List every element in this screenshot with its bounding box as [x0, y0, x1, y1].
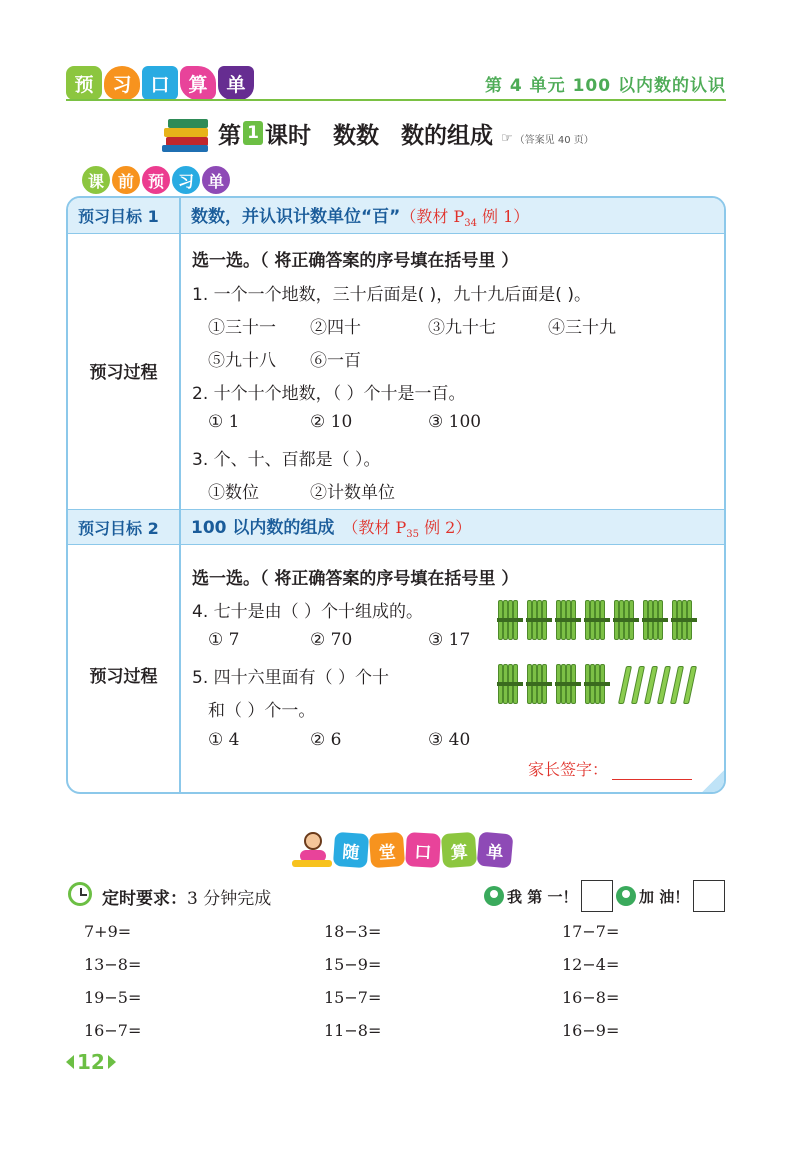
score-cheer-box[interactable] [693, 880, 725, 912]
question-5-cont: 和（ ）个一。 [208, 701, 316, 721]
stick-bundle [556, 600, 580, 640]
lesson-suffix: 课时 [265, 122, 311, 149]
option: ③ 100 [428, 412, 482, 432]
time-requirement-row [68, 880, 728, 912]
lesson-topic-2: 数的组成 [401, 122, 493, 149]
single-stick [631, 666, 645, 704]
problem[interactable]: 16−7= [84, 1021, 142, 1040]
instruction: 选一选。（ 将正确答案的序号填在括号里 ） [192, 569, 519, 589]
option: ②计数单位 [310, 483, 395, 503]
option: ① 4 [208, 730, 240, 750]
problem[interactable]: 13−8= [84, 955, 142, 974]
page-header [66, 66, 726, 102]
badge-char: 预 [140, 164, 172, 196]
badge-char: 堂 [369, 832, 405, 868]
stick-bundle [614, 600, 638, 640]
stick-bundle [498, 664, 522, 704]
brand-char: 口 [142, 66, 178, 100]
score-first-label: 我 第 一！ [507, 887, 578, 906]
score-first [484, 880, 613, 912]
lesson-prefix: 第 [218, 122, 241, 149]
stick-bundle [498, 600, 522, 640]
option: ①数位 [208, 483, 259, 503]
score-first-box[interactable] [581, 880, 613, 912]
pointing-hand-icon: ☞ [501, 130, 513, 146]
stick-bundle [556, 664, 580, 704]
goal-label: 预习目标 1 [78, 207, 159, 226]
lesson-topic-1: 数数 [333, 122, 379, 149]
stick-bundle [585, 664, 609, 704]
goal-row-1 [68, 198, 724, 234]
badge-char: 单 [477, 832, 514, 869]
badge-char: 口 [405, 832, 441, 868]
option: ③九十七 [428, 318, 496, 338]
stick-bundle [527, 600, 551, 640]
option: ② 70 [310, 630, 353, 650]
stick-bundle [527, 664, 551, 704]
problem[interactable]: 11−8= [324, 1021, 382, 1040]
brand-char: 算 [180, 66, 216, 100]
alarm-clock-icon [68, 882, 92, 906]
goal-label: 预习目标 2 [78, 518, 159, 538]
page-number [66, 1050, 116, 1074]
stick-bundle [643, 600, 667, 640]
option: ⑤九十八 [208, 351, 276, 371]
score-cheer-label: 加 油！ [639, 887, 690, 906]
badge-char: 课 [80, 164, 112, 196]
lesson-title [160, 113, 594, 153]
problem[interactable]: 19−5= [84, 988, 142, 1007]
option: ⑥一百 [310, 351, 361, 371]
option: ③ 40 [428, 730, 471, 750]
option: ① 1 [208, 412, 240, 432]
pre-class-badge [80, 164, 230, 196]
page-number-text: 12 [77, 1050, 105, 1074]
goal-text: 100 以内数的组成 （教材 $P_{35}$ 例 2） [191, 518, 472, 541]
books-icon [160, 113, 212, 153]
brand-char: 习 [104, 66, 140, 100]
time-requirement: 定时要求：3 分钟完成 [102, 889, 272, 909]
signature-label: 家长签字： [527, 760, 608, 779]
textbook-reference: （教材 $P_{35}$ 例 2） [342, 518, 472, 541]
score-cheer [616, 880, 725, 912]
badge-char: 前 [110, 164, 142, 196]
lesson-number: 1 [243, 121, 263, 145]
signature-line[interactable] [612, 762, 692, 780]
oral-arithmetic-badge [292, 830, 514, 870]
option: ② 6 [310, 730, 342, 750]
badge-char: 习 [170, 164, 202, 196]
cheer-icon [616, 886, 636, 906]
option: ③ 17 [428, 630, 471, 650]
question-1: 1. 一个一个地数，三十后面是( )，九十九后面是( )。 [192, 285, 591, 305]
problem[interactable]: 17−7= [562, 922, 620, 941]
option: ② 10 [310, 412, 353, 432]
badge-char: 算 [441, 832, 477, 868]
single-stick [683, 666, 697, 704]
answer-reference: （答案见 40 页） [514, 134, 594, 146]
brand-logo [66, 66, 256, 100]
parent-signature [528, 757, 692, 780]
option: ① 7 [208, 630, 240, 650]
problem[interactable]: 15−7= [324, 988, 382, 1007]
single-stick [644, 666, 658, 704]
goal-row-2 [68, 509, 724, 545]
problem[interactable]: 18−3= [324, 922, 382, 941]
badge-char: 随 [333, 832, 369, 868]
question-5: 5. 四十六里面有（ ）个十 [192, 668, 390, 688]
page-curl-decoration [700, 768, 726, 794]
stick-bundle [585, 600, 609, 640]
prev-arrow-icon [66, 1055, 74, 1069]
single-stick [670, 666, 684, 704]
problem[interactable]: 16−8= [562, 988, 620, 1007]
stick-bundle [672, 600, 696, 640]
kid-on-pencil-icon [292, 830, 332, 870]
preview-table [66, 196, 726, 794]
option: ①三十一 [208, 318, 276, 338]
unit-title: 第 4 单元 100 以内数的认识 [485, 76, 726, 96]
textbook-reference: （教材 $P_{34}$ 例 1） [408, 206, 530, 230]
process-label: 预习过程 [89, 667, 158, 687]
single-stick [657, 666, 671, 704]
header-divider [66, 99, 726, 101]
problem[interactable]: 12−4= [562, 955, 620, 974]
option: ④三十九 [548, 318, 616, 338]
thumbs-up-icon [484, 886, 504, 906]
question-4: 4. 七十是由（ ）个十组成的。 [192, 602, 424, 622]
problem[interactable]: 16−9= [562, 1021, 620, 1040]
brand-char: 预 [66, 66, 102, 100]
goal-text: 数数，并认识计数单位“百” （教材 $P_{34}$ 例 1） [191, 206, 530, 230]
process-label: 预习过程 [89, 363, 158, 383]
option: ②四十 [310, 318, 361, 338]
question-2: 2. 十个十个地数，（ ）个十是一百。 [192, 384, 466, 404]
problem[interactable]: 7+9= [84, 922, 132, 941]
brand-char: 单 [218, 66, 254, 100]
instruction: 选一选。（ 将正确答案的序号填在括号里 ） [192, 251, 519, 271]
single-stick [618, 666, 632, 704]
problem[interactable]: 15−9= [324, 955, 382, 974]
next-arrow-icon [108, 1055, 116, 1069]
question-3: 3. 个、十、百都是（ ）。 [192, 450, 381, 470]
badge-char: 单 [200, 164, 232, 196]
